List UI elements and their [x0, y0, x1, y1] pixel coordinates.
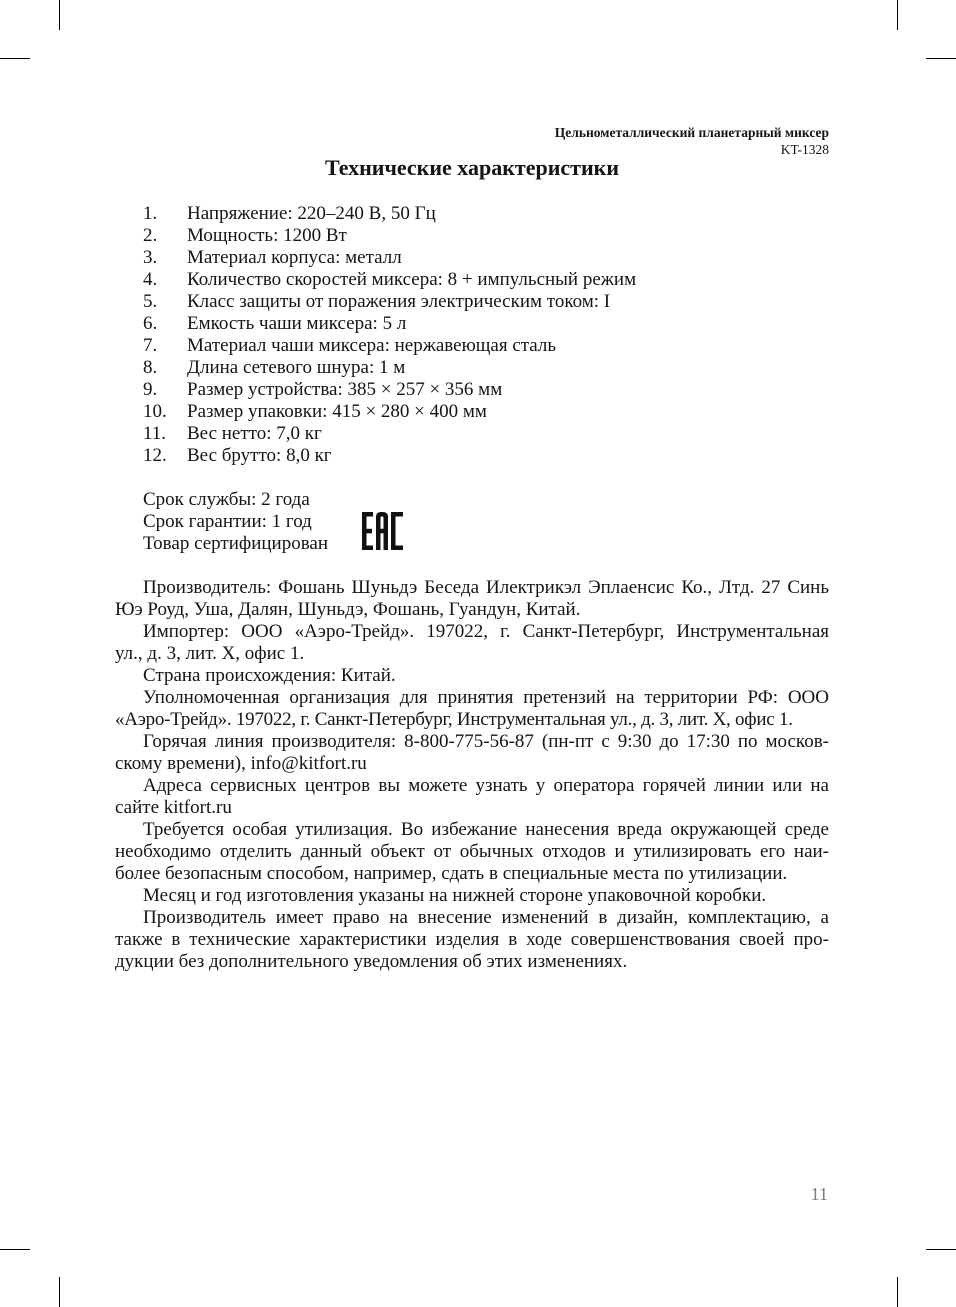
crop-mark — [897, 1277, 898, 1307]
spec-number: 5. — [143, 291, 158, 312]
spec-text: Класс защиты от поражения электрическим током: I — [187, 291, 611, 312]
crop-mark — [0, 1249, 30, 1250]
spec-text: Материал чаши миксера: нержавеющая сталь — [187, 335, 557, 356]
spec-item — [143, 203, 829, 225]
paragraph — [115, 907, 829, 973]
spec-text: Вес брутто: 8,0 кг — [187, 445, 332, 466]
paragraph — [115, 577, 829, 621]
paragraph-line: Адреса сервисных центров вы можете узнать у оператора горячей линии или на — [143, 775, 829, 796]
paragraph-line: необходимо отделить данный объект от обычных отходов и утилизировать его наи- — [115, 841, 829, 862]
paragraph-line: Производитель: Фошань Шуньдэ Беседа Илектрикэл Эплаенсис Ко., Лтд. 27 Синь — [143, 577, 829, 598]
spec-text: Мощность: 1200 Вт — [187, 225, 347, 246]
paragraph-line: Страна происхождения: Китай. — [143, 665, 396, 686]
spec-number: 9. — [143, 379, 158, 400]
spec-item — [143, 313, 829, 335]
spec-number: 12. — [143, 445, 167, 466]
spec-item — [143, 269, 829, 291]
crop-mark — [897, 0, 898, 30]
spec-item — [143, 247, 829, 269]
paragraph-line: Горячая линия производителя: 8-800-775-56-87 (пн-пт с 9:30 до 17:30 по москов- — [143, 731, 829, 752]
service-info — [143, 489, 328, 555]
spec-item — [143, 291, 829, 313]
spec-number: 2. — [143, 225, 158, 246]
spec-number: 7. — [143, 335, 158, 356]
paragraph — [115, 687, 829, 731]
spec-item — [143, 379, 829, 401]
paragraph — [115, 775, 829, 819]
spec-number: 3. — [143, 247, 158, 268]
running-header — [555, 124, 829, 158]
page-title: Технические характеристики — [324, 155, 620, 180]
paragraph — [115, 621, 829, 665]
spec-item — [143, 423, 829, 445]
paragraph — [115, 731, 829, 775]
spec-number: 6. — [143, 313, 158, 334]
eac-logo-icon — [362, 512, 403, 550]
crop-mark — [926, 58, 956, 59]
spec-text: Размер устройства: 385 × 257 × 356 мм — [187, 379, 503, 400]
warranty-period: Срок гарантии: 1 год — [143, 511, 312, 532]
crop-mark — [926, 1249, 956, 1250]
paragraph-line: Месяц и год изготовления указаны на нижней стороне упаковочной коробки. — [143, 885, 767, 906]
paragraph-line: скому времени), info@kitfort.ru — [115, 753, 367, 774]
spec-item — [143, 401, 829, 423]
spec-number: 8. — [143, 357, 158, 378]
paragraph-line: более безопасным способом, например, сдать в специальные места по утилизации. — [115, 863, 788, 884]
spec-text: Емкость чаши миксера: 5 л — [187, 313, 407, 334]
service-life: Срок службы: 2 года — [143, 489, 310, 510]
spec-item — [143, 335, 829, 357]
paragraph-line: Требуется особая утилизация. Во избежание нанесения вреда окружающей среде — [143, 819, 829, 840]
spec-number: 4. — [143, 269, 158, 290]
paragraph-line: ул., д. 3, лит. Х, офис 1. — [115, 643, 305, 664]
paragraph-line: Уполномоченная организация для принятия претензий на территории РФ: ООО — [143, 687, 829, 708]
spec-item — [143, 357, 829, 379]
paragraph-line: дукции без дополнительного уведомления об этих изменениях. — [115, 951, 628, 972]
spec-item — [143, 445, 829, 467]
paragraph — [115, 665, 829, 687]
spec-number: 1. — [143, 203, 158, 224]
spec-number: 11. — [143, 423, 167, 444]
spec-text: Напряжение: 220–240 В, 50 Гц — [187, 203, 436, 224]
spec-text: Количество скоростей миксера: 8 + импульсный режим — [187, 269, 637, 290]
paragraph-line: Производитель имеет право на внесение изменений в дизайн, комплектацию, а — [143, 907, 829, 928]
spec-text: Вес нетто: 7,0 кг — [187, 423, 322, 444]
paragraph-line: Импортер: ООО «Аэро-Трейд». 197022, г. Санкт-Петербург, Инструментальная — [143, 621, 829, 642]
page-number: 11 — [810, 1184, 828, 1204]
header-model: KT-1328 — [780, 142, 829, 157]
spec-item — [143, 225, 829, 247]
crop-mark — [0, 58, 30, 59]
crop-mark — [59, 1277, 60, 1307]
spec-text: Размер упаковки: 415 × 280 × 400 мм — [187, 401, 487, 422]
header-product-name: Цельнометаллический планетарный миксер — [554, 125, 829, 140]
spec-text: Длина сетевого шнура: 1 м — [187, 357, 406, 378]
manufacturer-info — [115, 577, 829, 973]
paragraph — [115, 819, 829, 885]
specs-list — [143, 203, 829, 467]
crop-mark — [59, 0, 60, 30]
certification-note: Товар сертифицирован — [143, 533, 329, 554]
spec-text: Материал корпуса: металл — [187, 247, 402, 268]
paragraph-line: Юэ Роуд, Уша, Далян, Шуньдэ, Фошань, Гуандун, Китай. — [115, 599, 581, 620]
paragraph-line: сайте kitfort.ru — [115, 797, 232, 818]
paragraph-line: «Аэро-Трейд». 197022, г. Санкт-Петербург, Инструментальная ул., д. 3, лит. Х, офис 1. — [115, 709, 793, 730]
spec-number: 10. — [143, 401, 167, 422]
paragraph-line: также в технические характеристики изделия в ходе совершенствования своей про- — [115, 929, 829, 950]
paragraph — [115, 885, 829, 907]
